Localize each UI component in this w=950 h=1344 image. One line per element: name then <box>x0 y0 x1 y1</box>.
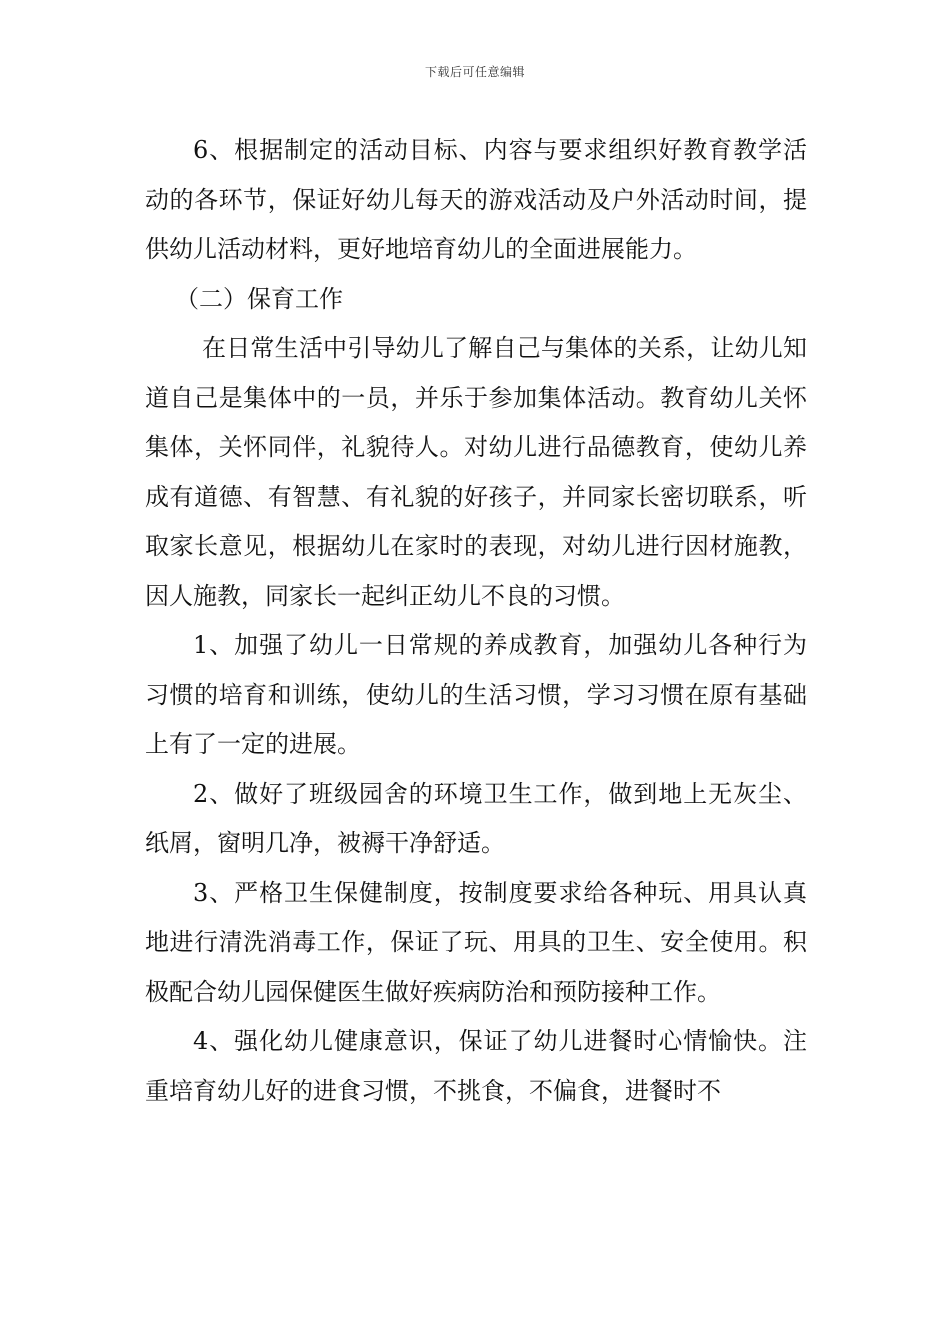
document-body <box>145 126 807 1116</box>
paragraph-item-1: 1、加强了幼儿一日常规的养成教育，加强幼儿各种行为习惯的培育和训练，使幼儿的生活习惯，学习习惯在原有基础上有了一定的进展。 <box>145 631 807 758</box>
page-header-note: 下载后可任意编辑 <box>424 65 525 79</box>
paragraph-item-6: 6、根据制定的活动目标、内容与要求组织好教育教学活动的各环节，保证好幼儿每天的游戏活动及户外活动时间，提供幼儿活动材料，更好地培育幼儿的全面进展能力。 <box>145 136 807 263</box>
paragraph-item-2: 2、做好了班级园舍的环境卫生工作，做到地上无灰尘、纸屑，窗明几净，被褥干净舒适。 <box>145 779 807 857</box>
paragraph-item-4: 4、强化幼儿健康意识，保证了幼儿进餐时心情愉快。注重培育幼儿好的进食习惯，不挑食，不偏食，进餐时不 <box>145 1027 807 1105</box>
paragraph-daily-life: 在日常生活中引导幼儿了解自己与集体的关系，让幼儿知道自己是集体中的一员，并乐于参加集体活动。教育幼儿关怀集体，关怀同伴，礼貌待人。对幼儿进行品德教育，使幼儿养成有道德、有智慧、有礼貌的好孩子，并同家长密切联系，听取家长意见，根据幼儿在家时的表现，对幼儿进行因材施教，因人施教，同家长一起纠正幼儿不良的习惯。 <box>145 334 807 610</box>
section-heading-childcare: （二）保育工作 <box>175 284 343 313</box>
paragraph-item-3: 3、严格卫生保健制度，按制度要求给各种玩、用具认真地进行清洗消毒工作，保证了玩、用具的卫生、安全使用。积极配合幼儿园保健医生做好疾病防治和预防接种工作。 <box>145 878 807 1006</box>
